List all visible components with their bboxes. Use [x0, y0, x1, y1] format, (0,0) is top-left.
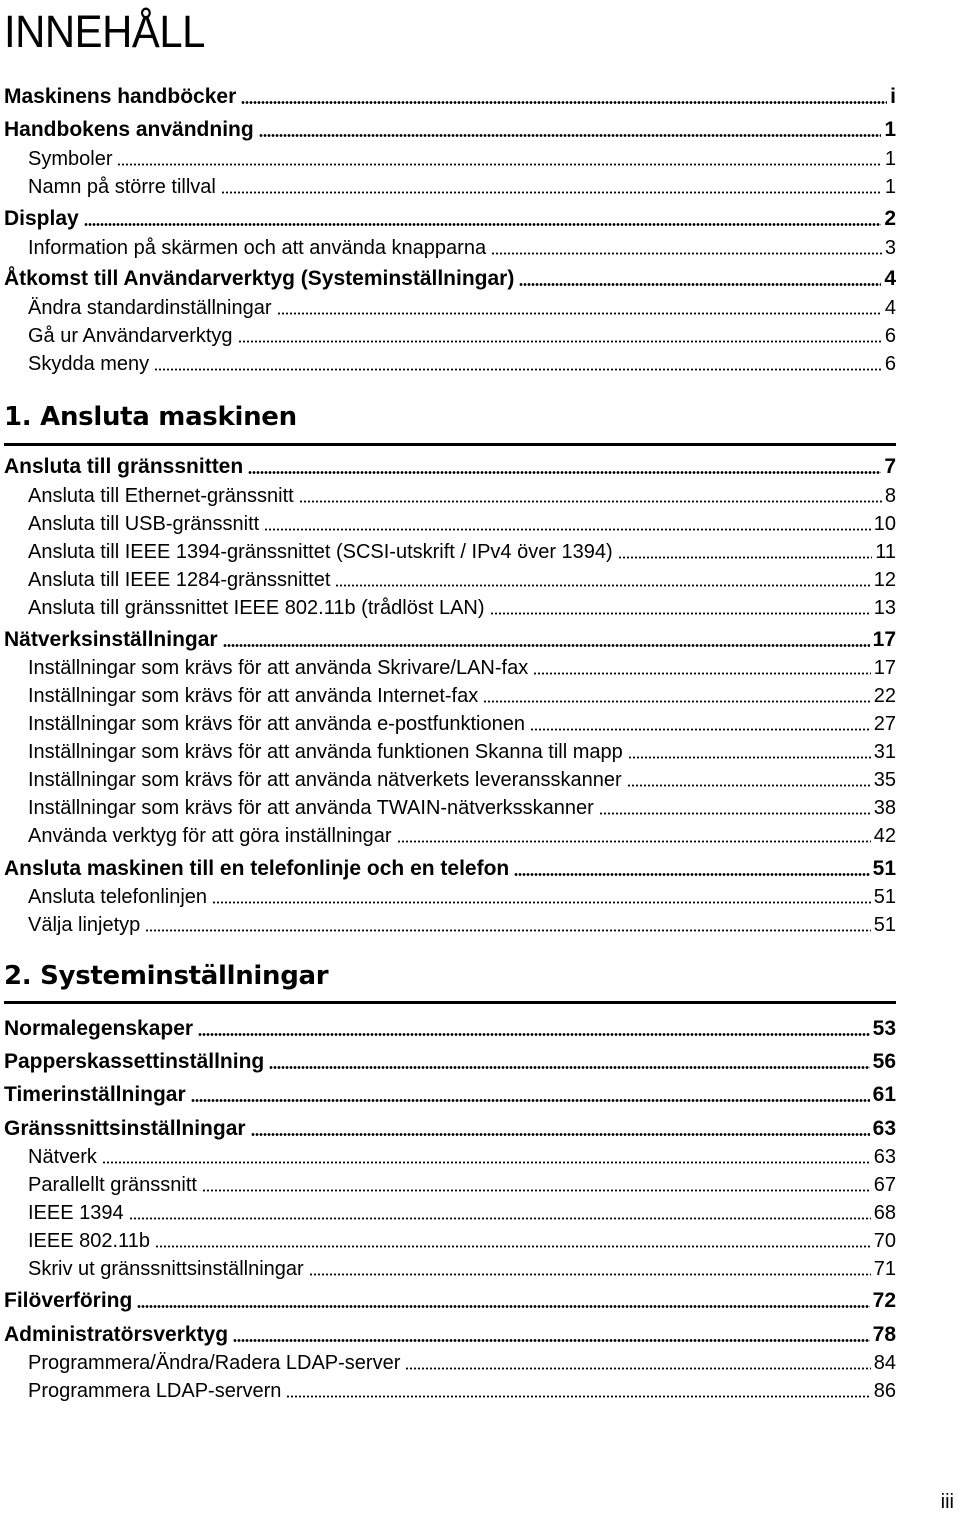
toc-subsection-entry[interactable] [28, 911, 896, 939]
toc-entry-label: Inställningar som krävs för att använda funktionen Skanna till mapp [28, 741, 623, 763]
toc-entry-page: 42 [873, 825, 896, 847]
page-title: INNEHÅLL [4, 6, 205, 57]
toc-entry-label: Ansluta telefonlinjen [28, 886, 208, 908]
toc-entry-page: 67 [873, 1174, 896, 1196]
toc-section-entry[interactable] [4, 1048, 896, 1076]
chapter-heading: 2. Systeminställningar [4, 961, 329, 991]
toc-subsection-entry[interactable] [28, 682, 896, 710]
toc-subsection-entry[interactable] [28, 794, 896, 822]
toc-entry-page: 63 [872, 1117, 896, 1140]
toc-subsection-entry[interactable] [28, 1377, 896, 1405]
toc-entry-page: 7 [884, 455, 896, 478]
toc-entry-label: Inställningar som krävs för att använda Skrivare/LAN-fax [28, 657, 529, 679]
dot-leader [145, 929, 870, 932]
toc-entry-page: 10 [873, 513, 896, 535]
toc-subsection-entry[interactable] [28, 510, 896, 538]
dot-leader [117, 163, 881, 166]
toc-entry-page: 38 [873, 797, 896, 819]
toc-subsection-entry[interactable] [28, 738, 896, 766]
dot-leader [223, 644, 870, 647]
toc-entry-page: 72 [872, 1289, 896, 1312]
dot-leader [514, 873, 869, 876]
toc-section-entry[interactable] [4, 855, 896, 883]
toc-entry-page: 86 [873, 1380, 896, 1402]
toc-entry-page: 1 [884, 176, 896, 198]
toc-entry-label: Åtkomst till Användarverktyg (Systeminställningar) [4, 267, 515, 290]
toc-entry-label: Ansluta till IEEE 1394-gränssnittet (SCSI-utskrift / IPv4 över 1394) [28, 541, 613, 563]
dot-leader [628, 756, 871, 759]
toc-entry-page: 61 [872, 1083, 896, 1106]
toc-entry-page: 35 [873, 769, 896, 791]
chapter-rule [4, 1001, 896, 1004]
toc-entry-page: 51 [873, 914, 896, 936]
toc-entry-page: 78 [872, 1323, 896, 1346]
toc-section-entry[interactable] [4, 83, 896, 111]
toc-entry-label: Använda verktyg för att göra inställningar [28, 825, 392, 847]
dot-leader [251, 1133, 870, 1136]
toc-entry-page: 6 [884, 325, 896, 347]
dot-leader [137, 1305, 869, 1308]
toc-section-entry[interactable] [4, 265, 896, 293]
dot-leader [277, 312, 882, 315]
toc-entry-page: 31 [873, 741, 896, 763]
toc-entry-label: Parallellt gränssnitt [28, 1174, 197, 1196]
toc-entry-page: 17 [872, 628, 896, 651]
dot-leader [221, 191, 882, 194]
dot-leader [405, 1367, 870, 1370]
toc-entry-page: 1 [884, 118, 896, 141]
dot-leader [264, 528, 871, 531]
dot-leader [627, 784, 871, 787]
toc-subsection-entry[interactable] [28, 173, 896, 201]
toc-entry-label: Display [4, 207, 79, 230]
toc-entry-label: Timerinställningar [4, 1083, 186, 1106]
chapter-heading: 1. Ansluta maskinen [4, 402, 297, 432]
dot-leader [519, 283, 881, 286]
toc-section-entry[interactable] [4, 1321, 896, 1349]
toc-entry-label: Maskinens handböcker [4, 85, 237, 108]
toc-subsection-entry[interactable] [28, 594, 896, 622]
toc-subsection-entry[interactable] [28, 294, 896, 322]
dot-leader [198, 1033, 870, 1036]
toc-entry-label: Administratörsverktyg [4, 1323, 229, 1346]
toc-subsection-entry[interactable] [28, 234, 896, 262]
toc-subsection-entry[interactable] [28, 766, 896, 794]
dot-leader [129, 1217, 871, 1220]
toc-entry-label: Programmera/Ändra/Radera LDAP-server [28, 1352, 401, 1374]
toc-entry-label: Välja linjetyp [28, 914, 141, 936]
dot-leader [238, 340, 882, 343]
toc-entry-label: Gränssnittsinställningar [4, 1117, 246, 1140]
toc-entry-page: 1 [884, 148, 896, 170]
toc-entry-label: Information på skärmen och att använda knapparna [28, 237, 487, 259]
toc-entry-page: 63 [873, 1146, 896, 1168]
toc-subsection-entry[interactable] [28, 145, 896, 173]
toc-entry-page: 12 [873, 569, 896, 591]
toc-entry-label: Skriv ut gränssnittsinställningar [28, 1258, 304, 1280]
toc-entry-page: 70 [873, 1230, 896, 1252]
dot-leader [490, 612, 871, 615]
dot-leader [102, 1161, 871, 1164]
dot-leader [233, 1339, 870, 1342]
dot-leader [299, 500, 882, 503]
toc-section-entry[interactable] [4, 626, 896, 654]
toc-section-entry[interactable] [4, 453, 896, 481]
toc-entry-page: 13 [873, 597, 896, 619]
toc-entry-label: Inställningar som krävs för att använda e-postfunktionen [28, 713, 525, 735]
toc-subsection-entry[interactable] [28, 654, 896, 682]
dot-leader [202, 1189, 871, 1192]
toc-entry-label: IEEE 802.11b [28, 1230, 150, 1252]
toc-subsection-entry[interactable] [28, 710, 896, 738]
toc-entry-page: 51 [873, 886, 896, 908]
toc-entry-label: Skydda meny [28, 353, 150, 375]
toc-entry-page: i [890, 85, 896, 108]
toc-section-entry[interactable] [4, 1287, 896, 1315]
toc-entry-label: Gå ur Användarverktyg [28, 325, 233, 347]
toc-subsection-entry[interactable] [28, 538, 896, 566]
toc-entry-page: 3 [884, 237, 896, 259]
toc-subsection-entry[interactable] [28, 822, 896, 850]
dot-leader [491, 252, 882, 255]
dot-leader [286, 1395, 870, 1398]
dot-leader [84, 223, 882, 226]
toc-entry-page: 6 [884, 353, 896, 375]
toc-entry-label: Programmera LDAP-servern [28, 1380, 282, 1402]
dot-leader [309, 1273, 871, 1276]
toc-entry-label: Ansluta till gränssnitten [4, 455, 244, 478]
toc-entry-label: Inställningar som krävs för att använda TWAIN-nätverksskanner [28, 797, 594, 819]
toc-subsection-entry[interactable] [28, 482, 896, 510]
toc-entry-label: Ansluta maskinen till en telefonlinje och en telefon [4, 857, 510, 880]
toc-entry-label: Inställningar som krävs för att använda nätverkets leveransskanner [28, 769, 622, 791]
dot-leader [335, 584, 870, 587]
toc-entry-page: 2 [884, 207, 896, 230]
toc-entry-page: 53 [872, 1017, 896, 1040]
toc-subsection-entry[interactable] [28, 1199, 896, 1227]
dot-leader [248, 471, 881, 474]
dot-leader [618, 556, 873, 559]
toc-section-entry[interactable] [4, 1015, 896, 1043]
dot-leader [269, 1066, 869, 1069]
toc-entry-label: Nätverk [28, 1146, 97, 1168]
toc-entry-label: Papperskassettinställning [4, 1050, 265, 1073]
toc-entry-label: Ansluta till IEEE 1284-gränssnittet [28, 569, 331, 591]
toc-entry-page: 8 [884, 485, 896, 507]
toc-entry-label: Inställningar som krävs för att använda Internet-fax [28, 685, 479, 707]
toc-entry-page: 11 [875, 541, 896, 563]
toc-subsection-entry[interactable] [28, 1171, 896, 1199]
toc-entry-page: 51 [872, 857, 896, 880]
toc-entry-label: Ansluta till gränssnittet IEEE 802.11b (trådlöst LAN) [28, 597, 485, 619]
toc-entry-page: 27 [873, 713, 896, 735]
toc-entry-page: 56 [872, 1050, 896, 1073]
toc-subsection-entry[interactable] [28, 883, 896, 911]
dot-leader [483, 700, 871, 703]
toc-entry-page: 17 [873, 657, 896, 679]
dot-leader [533, 672, 871, 675]
toc-subsection-entry[interactable] [28, 566, 896, 594]
dot-leader [259, 134, 882, 137]
toc-subsection-entry[interactable] [28, 1227, 896, 1255]
toc-entry-label: Ansluta till USB-gränssnitt [28, 513, 260, 535]
dot-leader [212, 901, 871, 904]
toc-entry-label: Ansluta till Ethernet-gränssnitt [28, 485, 294, 507]
toc-subsection-entry[interactable] [28, 1255, 896, 1283]
toc-entry-page: 84 [873, 1352, 896, 1374]
toc-entry-page: 71 [873, 1258, 896, 1280]
toc-entry-label: Symboler [28, 148, 113, 170]
dot-leader [241, 101, 887, 104]
toc-section-entry[interactable] [4, 1115, 896, 1143]
toc-subsection-entry[interactable] [28, 1143, 896, 1171]
toc-section-entry[interactable] [4, 116, 896, 144]
dot-leader [397, 840, 871, 843]
dot-leader [599, 812, 871, 815]
toc-entry-page: 22 [873, 685, 896, 707]
toc-section-entry[interactable] [4, 205, 896, 233]
dot-leader [154, 368, 882, 371]
toc-entry-label: Nätverksinställningar [4, 628, 218, 651]
page-number: iii [940, 1491, 954, 1513]
toc-entry-page: 4 [884, 297, 896, 319]
toc-section-entry[interactable] [4, 1081, 896, 1109]
toc-entry-label: Namn på större tillval [28, 176, 216, 198]
toc-entry-label: IEEE 1394 [28, 1202, 124, 1224]
toc-entry-label: Filöverföring [4, 1289, 133, 1312]
toc-subsection-entry[interactable] [28, 1349, 896, 1377]
toc-entry-label: Normalegenskaper [4, 1017, 194, 1040]
toc-entry-page: 68 [873, 1202, 896, 1224]
dot-leader [155, 1245, 871, 1248]
toc-entry-label: Ändra standardinställningar [28, 297, 272, 319]
dot-leader [530, 728, 871, 731]
toc-entry-label: Handbokens användning [4, 118, 254, 141]
toc-subsection-entry[interactable] [28, 322, 896, 350]
dot-leader [191, 1099, 870, 1102]
toc-subsection-entry[interactable] [28, 350, 896, 378]
toc-entry-page: 4 [884, 267, 896, 290]
chapter-rule [4, 443, 896, 446]
